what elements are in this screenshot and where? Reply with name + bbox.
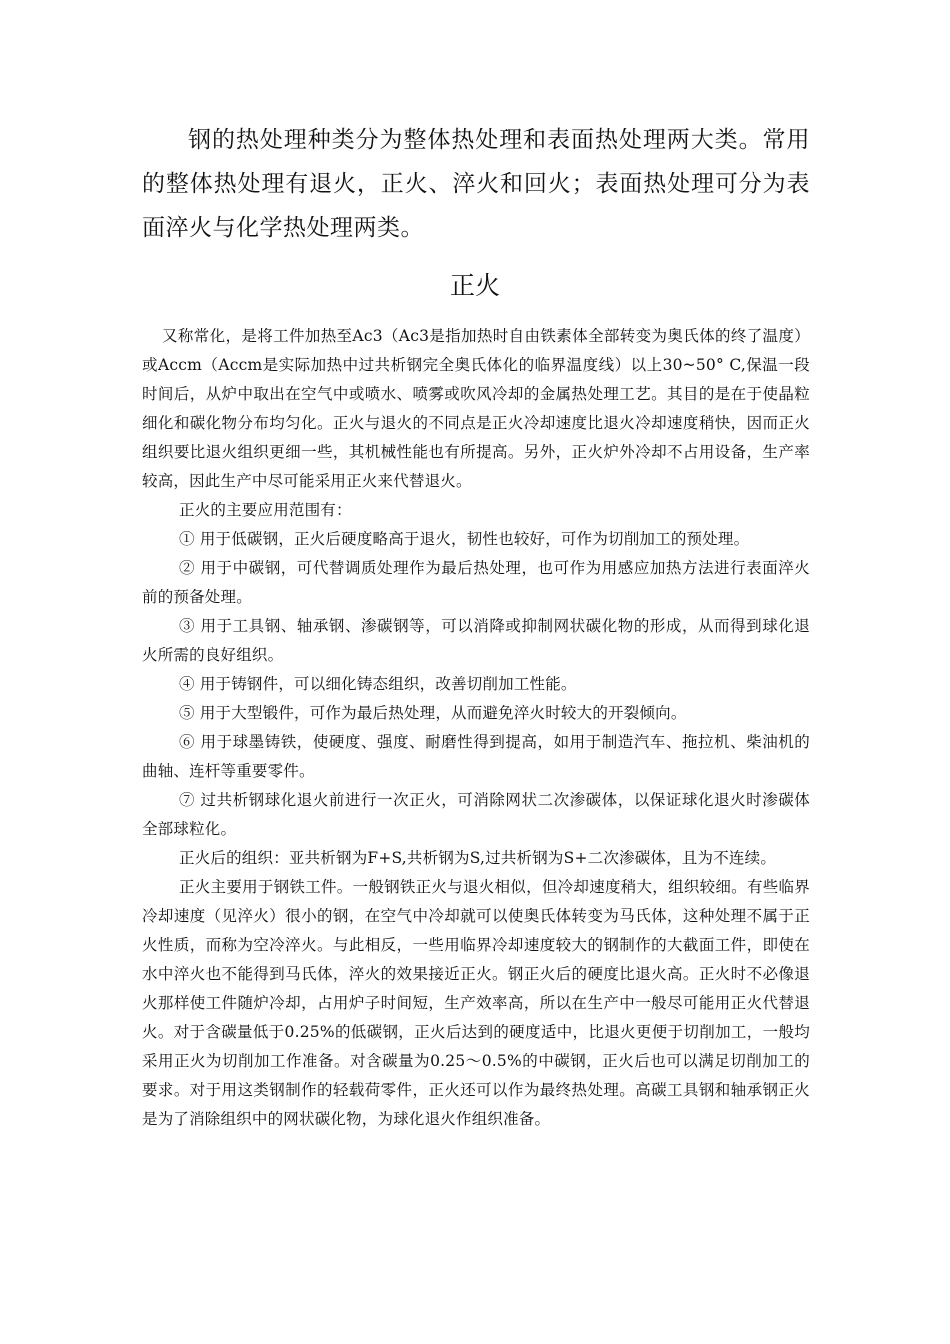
applications-intro: 正火的主要应用范围有： [179, 501, 352, 519]
application-item: ⑥ 用于球墨铸铁，使硬度、强度、耐磨性得到提高，如用于制造汽车、拖拉机、柴油机的曲轴、连杆等重要零件。 [142, 733, 810, 780]
application-item: ⑤ 用于大型锻件，可作为最后热处理，从而避免淬火时较大的开裂倾向。 [179, 704, 687, 722]
application-item: ④ 用于铸钢件，可以细化铸态组织，改善切削加工性能。 [179, 675, 577, 693]
section-body [142, 322, 810, 1134]
intro-paragraph: 钢的热处理种类分为整体热处理和表面热处理两大类。常用的整体热处理有退火，正火、淬火和回火；表面热处理可分为表面淬火与化学热处理两类。 [142, 127, 810, 241]
usage-paragraph: 正火主要用于钢铁工件。一般钢铁正火与退火相似，但冷却速度稍大，组织较细。有些临界冷却速度（见淬火）很小的钢，在空气中冷却就可以使奥氏体转变为马氏体，这种处理不属于正火性质，而称为空冷淬火。与此相反，一些用临界冷却速度较大的钢制作的大截面工件，即使在水中淬火也不能得到马氏体，淬火的效果接近正火。钢正火后的硬度比退火高。正火时不必像退火那样使工件随炉冷却，占用炉子时间短，生产效率高，所以在生产中一般尽可能用正火代替退火。对于含碳量低于0.25%的低碳钢，正火后达到的硬度适中，比退火更便于切削加工，一般均采用正火为切削加工作准备。对含碳量为0.25～0.5%的中碳钢，正火后也可以满足切削加工的要求。对于用这类钢制作的轻载荷零件，正火还可以作为最终热处理。高碳工具钢和轴承钢正火是为了消除组织中的网状碳化物，为球化退火作组织准备。 [142, 878, 810, 1128]
application-item: ② 用于中碳钢，可代替调质处理作为最后热处理，也可作为用感应加热方法进行表面淬火前的预备处理。 [142, 559, 810, 606]
application-item: ⑦ 过共析钢球化退火前进行一次正火，可消除网状二次渗碳体，以保证球化退火时渗碳体全部球粒化。 [142, 791, 810, 838]
structure-paragraph: 正火后的组织：亚共析钢为F+S,共析钢为S,过共析钢为S+二次渗碳体，且为不连续。 [179, 849, 777, 867]
application-item: ① 用于低碳钢，正火后硬度略高于退火，韧性也较好，可作为切削加工的预处理。 [179, 530, 750, 548]
section-title: 正火 [449, 271, 500, 300]
definition-paragraph: 又称常化，是将工件加热至Ac3（Ac3是指加热时自由铁素体全部转变为奥氏体的终了温度）或Accm（Accm是实际加热中过共析钢完全奥氏体化的临界温度线）以上30~50° C,保温一段时间后，从炉中取出在空气中或喷水、喷雾或吹风冷却的金属热处理工艺。其目的是在于使晶粒细化和碳化物分布均匀化。正火与退火的不同点是正火冷却速度比退火冷却速度稍快，因而正火组织要比退火组织更细一些，其机械性能也有所提高。另外，正火炉外冷却不占用设备，生产率较高，因此生产中尽可能采用正火来代替退火。 [142, 327, 810, 490]
application-item: ③ 用于工具钢、轴承钢、渗碳钢等，可以消降或抑制网状碳化物的形成，从而得到球化退火所需的良好组织。 [142, 617, 810, 664]
